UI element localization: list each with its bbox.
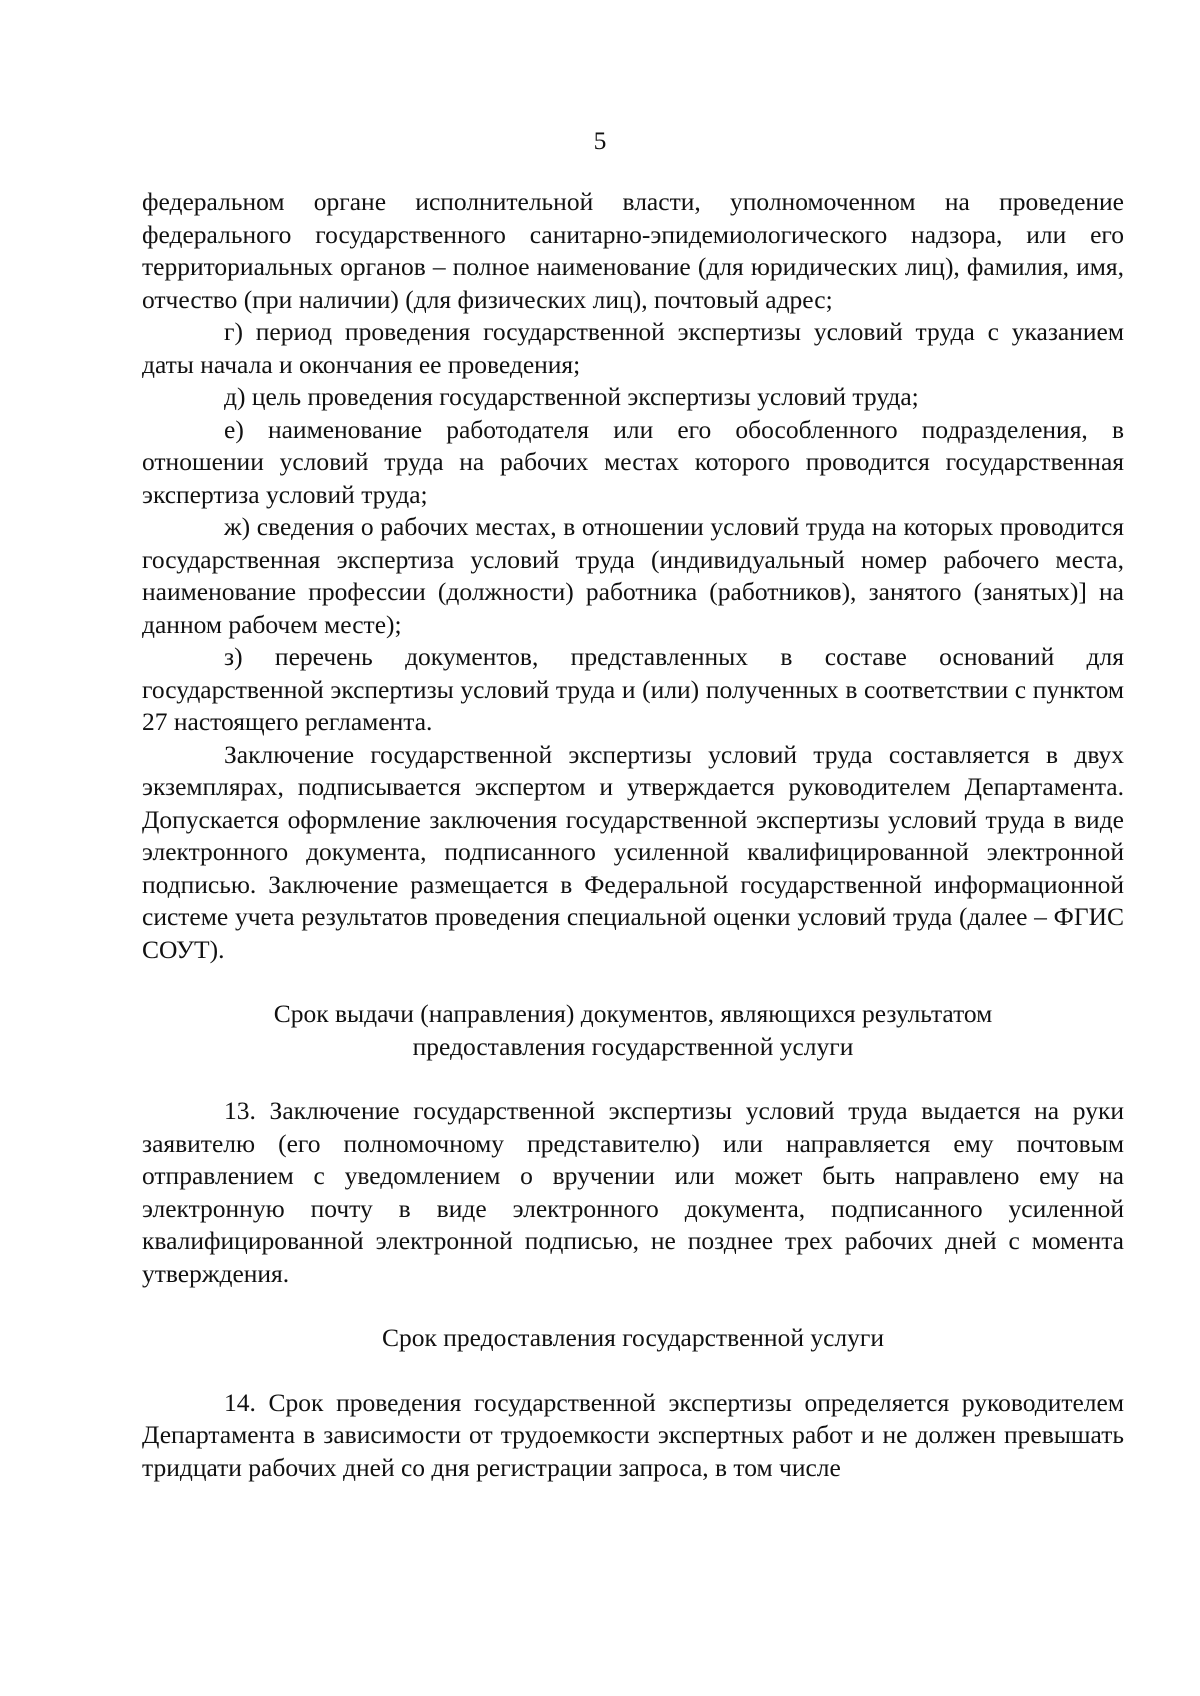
page-number: 5 <box>593 126 607 155</box>
paragraph-14: 14. Срок проведения государственной экспертизы определяется руководителем Департамента в зависимости от трудоемкости экспертных работ и не должен превышать тридцати рабочих дней со дня регистрации запроса, в том числе <box>142 1387 1124 1482</box>
section-heading-service-term: Срок предоставления государственной услуги <box>381 1323 884 1352</box>
paragraph-item-z: з) перечень документов, представленных в составе оснований для государственной экспертизы условий труда и (или) полученных в соответствии с пунктом 27 настоящего регламента. <box>142 642 1124 736</box>
section-heading-issue-term: Срок выдачи (направления) документов, являющихся результатом предоставления государственной услуги <box>273 999 993 1061</box>
paragraph-conclusion: Заключение государственной экспертизы условий труда составляется в двух экземплярах, подписывается экспертом и утверждается руководителем Департамента. Допускается оформление заключения государственной экспертизы условий труда в виде электронного документа, подписанного усиленной квалифицированной электронной подписью. Заключение размещается в Федеральной государственной информационной системе учета результатов проведения специальной оценки условий труда (далее – ФГИС СОУТ). <box>142 739 1124 964</box>
paragraph-13: 13. Заключение государственной экспертизы условий труда выдается на руки заявителю (его полномочному представителю) или направляется ему почтовым отправлением с уведомлением о вручении или может быть направлено ему на электронную почту в виде электронного документа, подписанного усиленной квалифицированной электронной подписью, не позднее трех рабочих дней с момента утверждения. <box>142 1096 1124 1288</box>
paragraph-continuation: федеральном органе исполнительной власти, уполномоченном на проведение федерального государственного санитарно-эпидемиологического надзора, или его территориальных органов – полное наименование (для юридических лиц), фамилия, имя, отчество (при наличии) (для физических лиц), почтовый адрес; <box>142 187 1124 314</box>
paragraph-item-d: д) цель проведения государственной экспертизы условий труда; <box>224 382 919 411</box>
paragraph-item-zh: ж) сведения о рабочих местах, в отношении условий труда на которых проводится государственная экспертиза условий труда (индивидуальный номер рабочего места, наименование профессии (должности) работника (работников), занятого (занятых)] на данном рабочем месте); <box>142 512 1124 639</box>
paragraph-item-g: г) период проведения государственной экспертизы условий труда с указанием даты начала и окончания ее проведения; <box>142 317 1124 379</box>
document-body <box>142 186 1124 1484</box>
paragraph-item-e: е) наименование работодателя или его обособленного подразделения, в отношении условий труда на рабочих местах которого проводится государственная экспертиза условий труда; <box>142 414 1124 509</box>
